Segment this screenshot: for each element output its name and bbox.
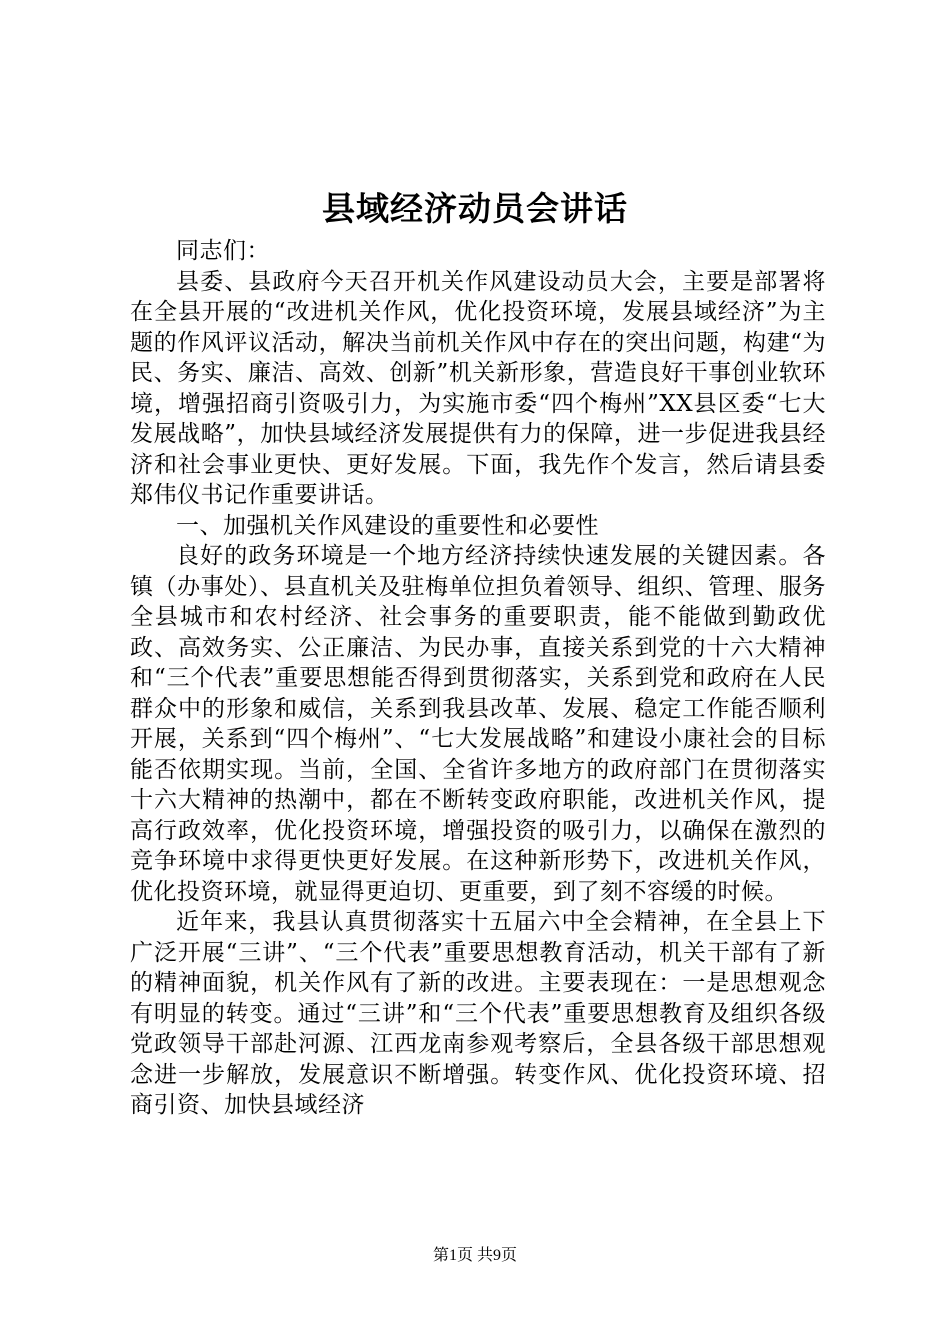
salutation-paragraph: 同志们： bbox=[176, 238, 270, 264]
page-number-footer: 第1页 共9页 bbox=[432, 1247, 517, 1264]
intro-paragraph: 县委、县政府今天召开机关作风建设动员大会，主要是部署将在全县开展的“改进机关作风，优化投资环境，发展县域经济”为主题的作风评议活动，解决当前机关作风中存在的突出问题，构建“为民、务实、廉洁、高效、创新”机关新形象，营造良好干事创业软环境，增强招商引资吸引力，为实施市委“四个梅州”XX县区委“七大发展战略”，加快县域经济发展提供有力的保障，进一步促进我县经济和社会事业更快、更好发展。下面，我先作个发言，然后请县委郑伟仪书记作重要讲话。 bbox=[130, 268, 826, 508]
body-paragraph: 近年来，我县认真贯彻落实十五届六中全会精神，在全县上下广泛开展“三讲”、“三个代表”重要思想教育活动，机关干部有了新的精神面貌，机关作风有了新的改进。主要表现在：一是思想观念有明显的转变。通过“三讲”和“三个代表”重要思想教育及组织各级党政领导干部赴河源、江西龙南参观考察后，全县各级干部思想观念进一步解放，发展意识不断增强。转变作风、优化投资环境、招商引资、加快县域经济 bbox=[130, 909, 826, 1118]
document-body bbox=[130, 236, 826, 1121]
document-title: 县域经济动员会讲话 bbox=[322, 189, 628, 228]
section-heading: 一、加强机关作风建设的重要性和必要性 bbox=[176, 512, 599, 539]
body-paragraph: 良好的政务环境是一个地方经济持续快速发展的关键因素。各镇（办事处）、县直机关及驻梅单位担负着领导、组织、管理、服务全县城市和农村经济、社会事务的重要职责，能不能做到勤政优政、高效务实、公正廉洁、为民办事，直接关系到党的十六大精神和“三个代表”重要思想能否得到贯彻落实，关系到党和政府在人民群众中的形象和威信，关系到我县改革、发展、稳定工作能否顺利开展，关系到“四个梅州”、“七大发展战略”和建设小康社会的目标能否依期实现。当前，全国、全省许多地方的政府部门在贯彻落实十六大精神的热潮中，都在不断转变政府职能，改进机关作风，提高行政效率，优化投资环境，增强投资的吸引力，以确保在激烈的竞争环境中求得更快更好发展。在这种新形势下，改进机关作风，优化投资环境，就显得更迫切、更重要，到了刻不容缓的时候。 bbox=[130, 543, 826, 905]
